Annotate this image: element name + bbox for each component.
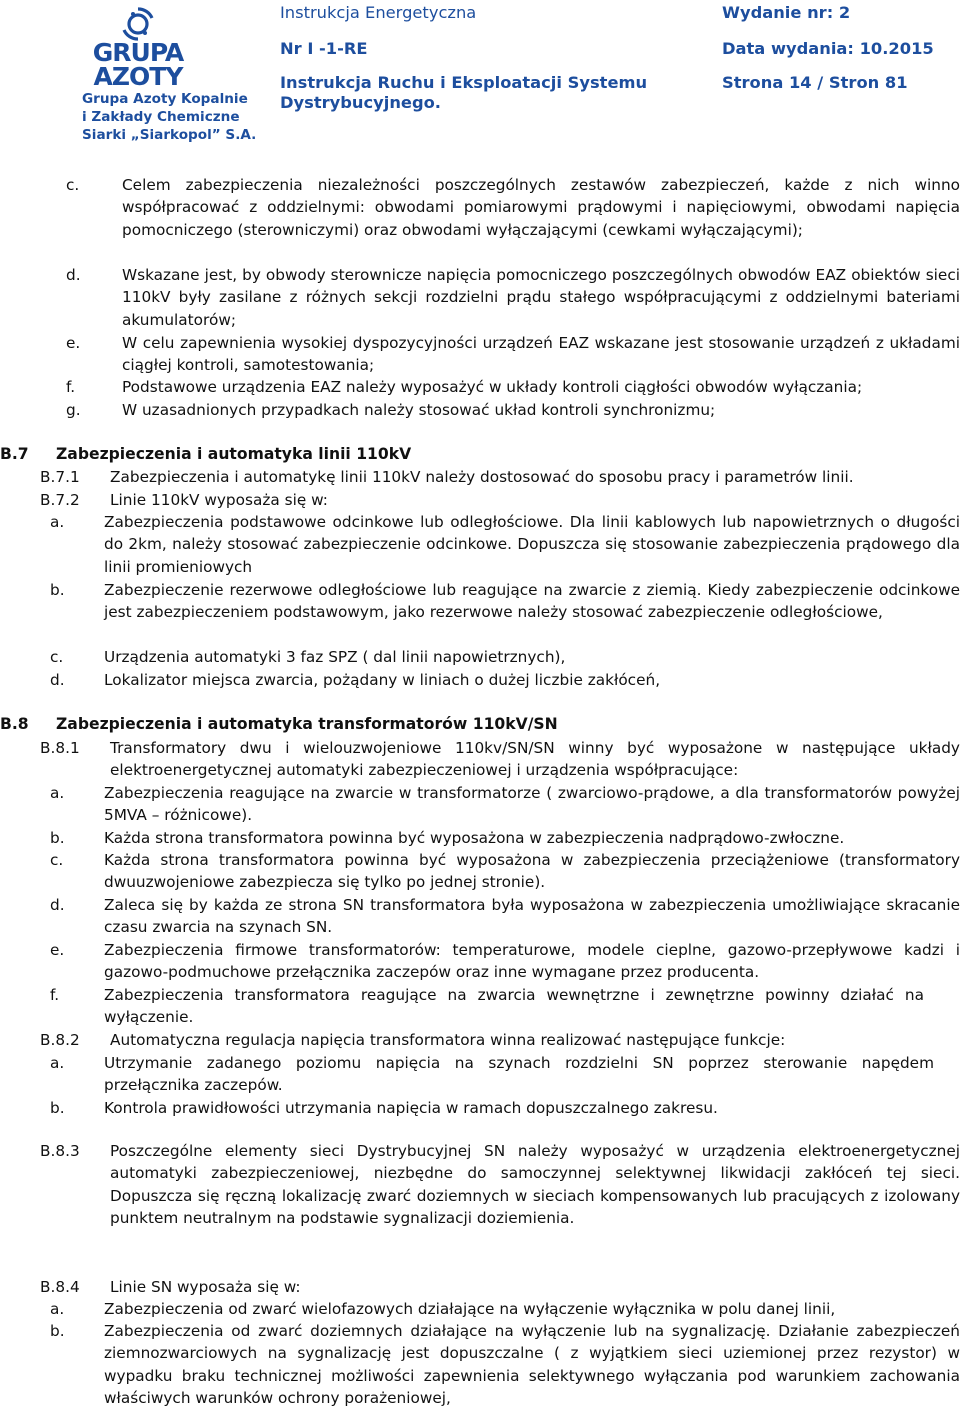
list-item [0,264,960,332]
subsection-text: Poszczególne elementy sieci Dystrybucyjnej SN należy wyposażyć w urządzenia elektroenergetycznej automatyki zabezpieczeniowej, niezbędne do samoczynnej selektywnej likwidacji zakłóceń tej sieci. Dopuszcza się ręczną lokalizację zwarć doziemnych w sieciach kompensowanych lub pracujących z izolowany punktem neutralnym na podstawie sygnalizacji doziemienia. [110,1142,960,1228]
list-item [0,782,960,828]
list-item-label: a. [50,513,65,531]
list-item [0,579,960,647]
list-item-label: d. [50,896,65,914]
list-item-text: Zabezpieczenia od zwarć wielofazowych działające na wyłączenie wyłącznika w polu danej linii, [104,1300,836,1318]
document-number: Nr I -1-RE [280,39,368,58]
list-item-label: b. [50,829,65,847]
list-item-label: b. [50,581,65,599]
subsection-b7-2 [0,489,960,511]
subsection-text: Linie 110kV wyposaża się w: [110,491,328,509]
list-item-text: Podstawowe urządzenia EAZ należy wyposażyć w układy kontroli ciągłości obwodów wyłączania; [122,378,863,396]
list-item-text: Każda strona transformatora powinna być wyposażona w zabezpieczenia nadprądowo-zwłoczne. [104,829,845,847]
list-item-text: Każda strona transformatora powinna być wyposażona w zabezpieczenia przeciążeniowe (transformatory dwuuzwojeniowe zabezpiecza się tylko po jednej stronie). [104,851,960,892]
subsection-number: B.7.2 [40,491,80,509]
document-title: Instrukcja Energetyczna [280,3,477,22]
subsection-number: B.7.1 [40,468,80,486]
subsection-text: Zabezpieczenia i automatykę linii 110kV należy dostosować do sposobu pracy i parametrów linii. [110,468,854,486]
section-number: B.8 [0,715,29,733]
subsection-b8-4 [0,1276,960,1298]
issue-date: Data wydania: 10.2015 [722,39,934,58]
list-item-text: Zabezpieczenia firmowe transformatorów: temperaturowe, modele cieplne, gazowo-przepływowe kadzi i gazowo-podmuchowe przełącznika zaczepów oraz inne wymagane przez producenta. [104,941,960,982]
list-item-label: f. [66,378,76,396]
list-item-text: Zabezpieczenia od zwarć doziemnych działające na wyłączenie lub na sygnalizację. Działanie zabezpieczeń ziemnozwarciowych na sygnalizację jest dopuszczalne ( z wyjątkiem sieci uziemionej przez rezystor) w wypadku braku technicznej możliwości zapewnienia selektywnego wyłączania pod warunkiem zachowania właściwych warunków ochrony porażeniowej, [104,1322,960,1408]
document-subtitle: Instrukcja Ruchu i Eksploatacji Systemu Dystrybucyjnego. [280,73,648,112]
document-title-block [280,3,660,113]
list-item [0,669,960,691]
list-item-label: b. [50,1099,65,1117]
list-item-text: Celem zabezpieczenia niezależności poszczególnych zestawów zabezpieczeń, każde z nich winno współpracować z oddzielnymi: obwodami pomiarowymi prądowymi i napięciowymi, obwodami napięcia pomocniczego (sterowniczymi) oraz obwodami wyłączającymi (cewkami wyłączającymi); [122,176,960,239]
list-item-text: W uzasadnionych przypadkach należy stosować układ kontroli synchronizmu; [122,401,716,419]
subsection-number: B.8.2 [40,1031,80,1049]
company-line-1: Grupa Azoty Kopalnie [82,91,248,107]
subsection-text: Transformatory dwu i wielouzwojeniowe 110kv/SN/SN winny być wyposażone w następujące układy elektroenergetycznej automatyki zabezpieczeniowej i urządzenia współpracujące: [110,739,960,780]
list-item-label: b. [50,1322,65,1340]
logo-graphic [72,6,204,88]
list-item-label: f. [50,986,60,1004]
list-item [0,984,960,1030]
list-item-label: e. [66,334,81,352]
list-item-text: Zabezpieczenia reagujące na zwarcie w transformatorze ( zwarciowo-prądowe, a dla transformatorów powyżej 5MVA – różnicowe). [104,784,960,825]
section-heading-b7 [0,443,412,465]
section-number: B.7 [0,445,29,463]
subsection-b8-3 [0,1140,960,1252]
subsection-number: B.8.4 [40,1278,80,1296]
section-title: Zabezpieczenia i automatyka transformatorów 110kV/SN [56,715,558,733]
list-item-text: Utrzymanie zadanego poziomu napięcia na szynach rozdzielni SN poprzez sterowanie napędem przełącznika zaczepów. [104,1054,934,1095]
list-item-text: Wskazane jest, by obwody sterownicze napięcia pomocniczego poszczególnych obwodów EAZ obiektów sieci 110kV były zasilane z różnych sekcji rozdzielni prądu stałego współpracującymi z oddzielnymi bateriami akumulatorów; [122,266,960,329]
company-name [82,90,256,144]
list-item-label: g. [66,401,81,419]
list-item-text: Zabezpieczenia transformatora reagujące na zwarcia wewnętrzne i zewnętrzne powinny działać na wyłączenie. [104,986,924,1027]
list-item-label: c. [50,851,64,869]
list-item-label: a. [50,1054,65,1072]
page-header [0,0,960,143]
list-item [0,849,960,895]
list-item-label: d. [66,266,81,284]
section-heading-b8 [0,713,558,735]
list-item [0,894,960,940]
list-item [0,827,960,849]
section-title: Zabezpieczenia i automatyka linii 110kV [56,445,412,463]
list-item [0,646,960,668]
list-item [0,939,960,985]
list-item [0,1320,960,1410]
company-line-2: i Zakłady Chemiczne [82,109,240,125]
list-item-text: W celu zapewnienia wysokiej dyspozycyjności urządzeń EAZ wskazane jest stosowanie urządzeń z układami ciągłej kontroli, samotestowania; [122,334,960,375]
subsection-b7-1 [0,466,960,488]
subsection-number: B.8.1 [40,739,80,757]
list-item-label: d. [50,671,65,689]
list-item [0,174,960,264]
list-item-text: Lokalizator miejsca zwarcia, pożądany w liniach o dużej liczbie zakłóceń, [104,671,661,689]
list-item [0,1298,960,1320]
svg-text:GRUPA: GRUPA [92,38,184,67]
list-item-label: c. [66,176,80,194]
list-item [0,399,960,421]
list-item-text: Zaleca się by każda ze strona SN transformatora była wyposażona w zabezpieczenia umożliwiające skracanie czasu zwarcia na szynach SN. [104,896,960,937]
list-item-label: a. [50,784,65,802]
subsection-number: B.8.3 [40,1142,80,1160]
list-item-text: Zabezpieczenia podstawowe odcinkowe lub odległościowe. Dla linii kablowych lub napowietrznych o długości do 2km, należy stosować zabezpieczenie odcinkowe. Dopuszcza się stosowanie zabezpieczenia prądowego dla linii promieniowych [104,513,960,576]
page-number: Strona 14 / Stron 81 [722,73,908,92]
list-item-label: e. [50,941,65,959]
list-item [0,1052,960,1098]
list-item-label: a. [50,1300,65,1318]
document-meta [722,3,934,93]
subsection-text: Automatyczna regulacja napięcia transformatora winna realizować następujące funkcje: [110,1031,786,1049]
list-item-text: Kontrola prawidłowości utrzymania napięcia w ramach dopuszczalnego zakresu. [104,1099,718,1117]
edition-label: Wydanie nr: 2 [722,3,851,22]
svg-text:AZOTY: AZOTY [93,62,183,88]
list-item-text: Urządzenia automatyki 3 faz SPZ ( dal linii napowietrznych), [104,648,566,666]
subsection-text: Linie SN wyposaża się w: [110,1278,301,1296]
list-item [0,332,960,378]
list-item [0,511,960,579]
list-item [0,1097,960,1119]
subsection-b8-2 [0,1029,960,1051]
grupa-azoty-logo [72,6,204,88]
list-item-text: Zabezpieczenie rezerwowe odległościowe lub reagujące na zwarcie z ziemią. Kiedy zabezpieczenie odcinkowe jest zabezpieczeniem podstawowym, jako rezerwowe należy stosować zabezpieczenie odległościowe, [104,581,960,622]
list-item [0,376,960,398]
list-item-label: c. [50,648,64,666]
company-line-3: Siarki „Siarkopol” S.A. [82,127,257,143]
subsection-b8-1 [0,737,960,783]
